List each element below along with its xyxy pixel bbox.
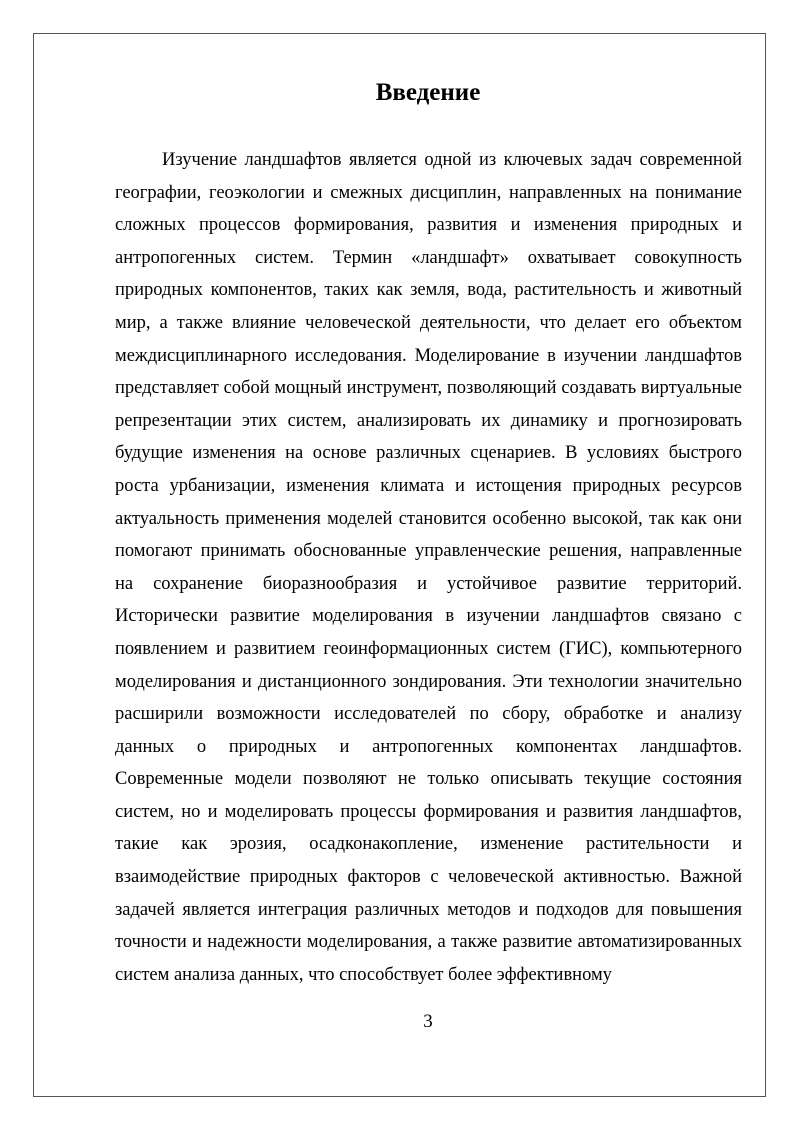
body-paragraph: Изучение ландшафтов является одной из ключевых задач современной географии, геоэкологии и смежных дисциплин, направленных на понимание сложных процессов формирования, развития и изменения природных и антропогенных систем. Термин «ландшафт» охватывает совокупность природных компонентов, таких как земля, вода, растительность и животный мир, а также влияние человеческой деятельности, что делает его объектом междисциплинарного исследования. Моделирование в изучении ландшафтов представляет собой мощный инструмент, позволяющий создавать виртуальные репрезентации этих систем, анализировать их динамику и прогнозировать будущие изменения на основе различных сценариев. В условиях быстрого роста урбанизации, изменения климата и истощения природных ресурсов актуальность применения моделей становится особенно высокой, так как они помогают принимать обоснованные управленческие решения, направленные на сохранение биоразнообразия и устойчивое развитие территорий. Исторически развитие моделирования в изучении ландшафтов связано с появлением и развитием геоинформационных систем (ГИС), компьютерного моделирования и дистанционного зондирования. Эти технологии значительно расширили возможности исследователей по сбору, обработке и анализу данных о природных и антропогенных компонентах ландшафтов. Современные модели позволяют не только описывать текущие состояния систем, но и моделировать процессы формирования и развития ландшафтов, такие как эрозия, осадконакопление, изменение растительности и взаимодействие природных факторов с человеческой активностью. Важной задачей является интеграция различных методов и подходов для повышения точности и надежности моделирования, а также развитие автоматизированных систем анализа данных, что способствует более эффективному: [115, 150, 742, 985]
section-heading: Введение: [375, 79, 481, 106]
page-number: 3: [423, 1011, 433, 1032]
